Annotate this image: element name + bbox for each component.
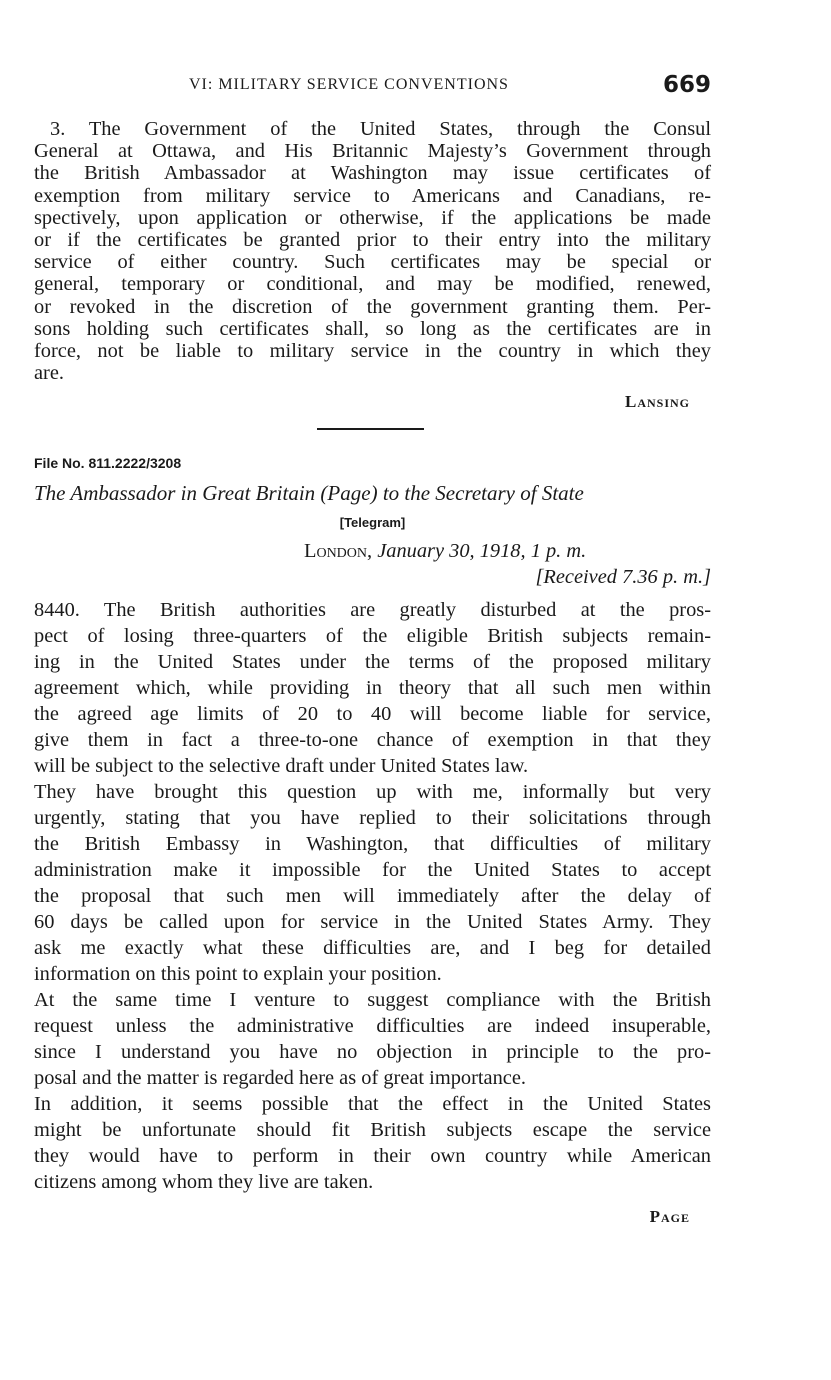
text-line: give them in fact a three-to-one chance of exemption in that they (34, 729, 711, 751)
text-line: general, temporary or conditional, and may be modified, renewed, (34, 273, 711, 296)
text-line: They have brought this question up with me, informally but very (34, 781, 711, 803)
text-line: At the same time I venture to suggest compliance with the British (34, 989, 711, 1011)
text-line: citizens among whom they live are taken. (34, 1171, 374, 1193)
text-line: 3. The Government of the United States, through the Consul (50, 118, 711, 140)
text-line: will be subject to the selective draft under United States law. (34, 755, 529, 777)
document-heading: The Ambassador in Great Britain (Page) to the Secretary of State (34, 481, 584, 505)
text-line: ing in the United States under the terms of the proposed military (34, 651, 711, 673)
text-line: In addition, it seems possible that the effect in the United States (34, 1093, 711, 1115)
telegram-paragraph-1 (34, 597, 711, 779)
section-divider (317, 428, 424, 430)
text-line: information on this point to explain your position. (34, 963, 442, 985)
text-line: or if the certificates be granted prior to their entry into the military (34, 229, 711, 252)
text-line: sons holding such certificates shall, so long as the certificates are in (34, 317, 711, 340)
paragraph-3 (34, 118, 711, 384)
text-line: spectively, upon application or otherwise, if the applications be made (34, 206, 711, 229)
text-line: the proposal that such men will immediately after the delay of (34, 885, 711, 907)
text-line: are. (34, 362, 64, 385)
text-line: the agreed age limits of 20 to 40 will become liable for service, (34, 703, 711, 725)
text-line: or revoked in the discretion of the government granting them. Per- (34, 295, 711, 318)
text-line: the British Ambassador at Washington may issue certificates of (34, 162, 711, 185)
document-type: [Telegram] (339, 515, 406, 530)
text-line: the British Embassy in Washington, that difficulties of military (34, 833, 711, 855)
text-line: ask me exactly what these difficulties are, and I beg for detailed (34, 937, 711, 959)
text-line: service of either country. Such certificates may be special or (34, 251, 711, 274)
text-line: 60 days be called upon for service in the United States Army. They (34, 911, 711, 933)
dateline-place: London (304, 540, 368, 562)
text-line: General at Ottawa, and His Britannic Majesty’s Government through (34, 140, 711, 163)
dateline: London, January 30, 1918, 1 p. m. (304, 540, 587, 562)
running-title: VI: MILITARY SERVICE CONVENTIONS (189, 76, 509, 93)
text-line: request unless the administrative difficulties are indeed insuperable, (34, 1015, 711, 1037)
running-head (34, 72, 711, 102)
text-line: might be unfortunate should fit British subjects escape the service (34, 1119, 711, 1141)
text-line: since I understand you have no objection in principle to the pro- (34, 1041, 711, 1063)
text-line: urgently, stating that you have replied to their solicitations through (34, 807, 711, 829)
received-time: [Received 7.36 p. m.] (535, 566, 711, 588)
telegram-paragraph-2 (34, 779, 711, 987)
text-line: they would have to perform in their own country while American (34, 1145, 711, 1167)
text-line: force, not be liable to military service in the country in which they (34, 340, 711, 363)
text-line: posal and the matter is regarded here as of great importance. (34, 1067, 526, 1089)
text-line: pect of losing three-quarters of the eligible British subjects remain- (34, 625, 711, 647)
dateline-date: January 30, 1918, 1 p. m. (377, 540, 587, 562)
file-number: File No. 811.2222/3208 (34, 455, 182, 471)
text-line: administration make it impossible for the United States to accept (34, 859, 711, 881)
text-line: agreement which, while providing in theory that all such men within (34, 677, 711, 699)
telegram-paragraph-4 (34, 1091, 711, 1195)
telegram-paragraph-3 (34, 987, 711, 1091)
text-line: 8440. The British authorities are greatly disturbed at the pros- (34, 599, 711, 621)
signature-lansing: Lansing (624, 392, 690, 411)
signature-page: Page (649, 1207, 690, 1226)
text-line: exemption from military service to Americans and Canadians, re- (34, 184, 711, 207)
page-number: 669 (662, 72, 711, 98)
